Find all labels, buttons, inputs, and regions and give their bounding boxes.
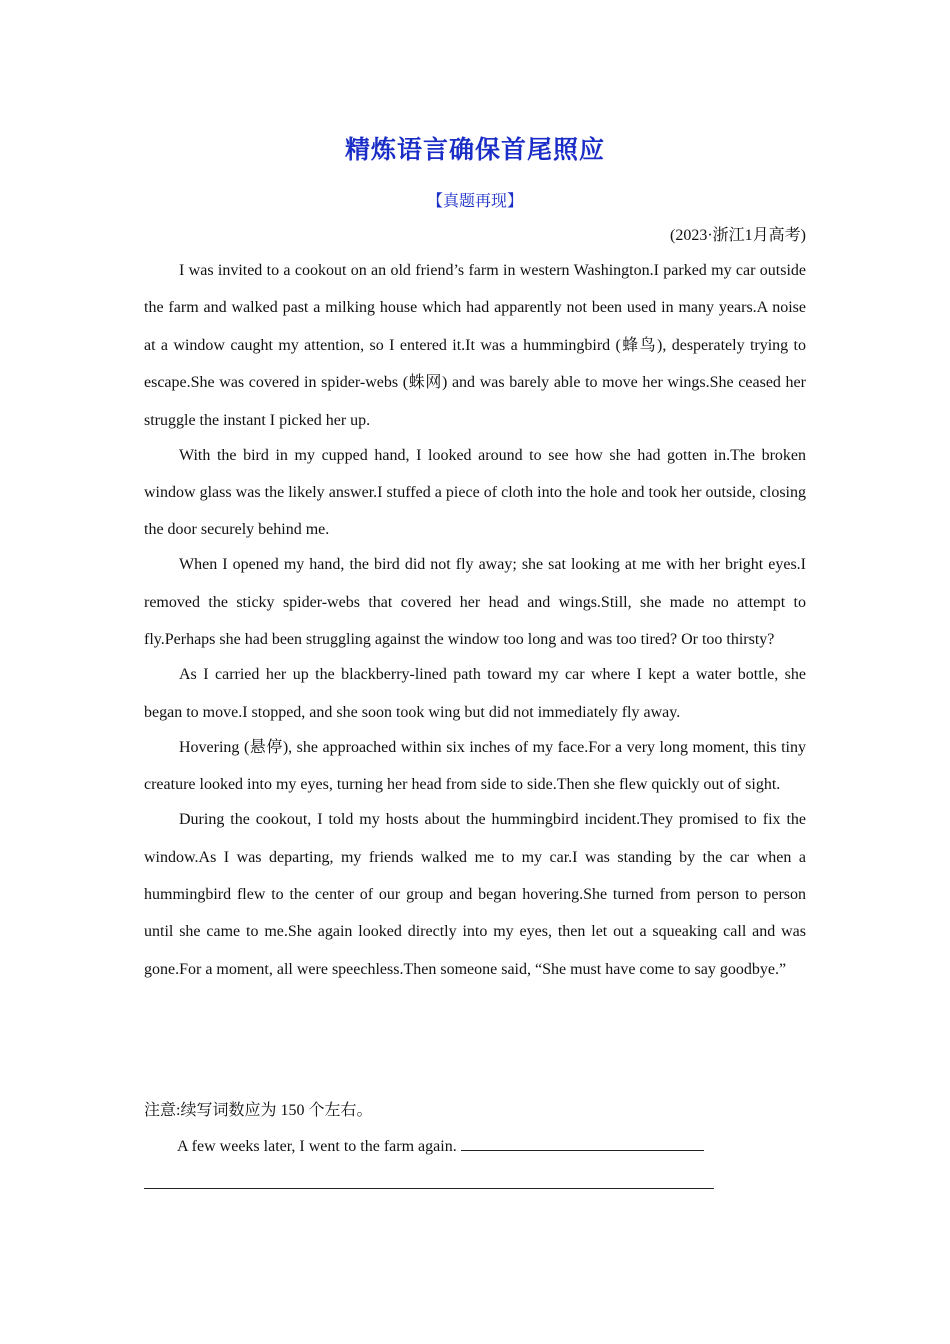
paragraph-4: As I carried her up the blackberry-lined path toward my car where I kept a water bottle, she began to move.I stopped, and she soon took wing but did not immediately fly away. bbox=[144, 666, 806, 721]
passage bbox=[144, 252, 806, 986]
answer-blank-inline[interactable] bbox=[461, 1136, 704, 1151]
page-title: 精炼语言确保首尾照应 bbox=[344, 137, 605, 164]
paragraph-3: When I opened my hand, the bird did not fly away; she sat looking at me with her bright eyes.I removed the sticky spider-webs that covered her head and wings.Still, she made no attempt to fly.Perhaps she had been struggling against the window too long and was too tired? Or too thirsty? bbox=[144, 556, 806, 649]
paragraph-2: With the bird in my cupped hand, I looked around to see how she had gotten in.The broken window glass was the likely answer.I stuffed a piece of cloth into the hole and took her outside, closing the door securely behind me. bbox=[144, 446, 806, 539]
paragraph-6: During the cookout, I told my hosts about the hummingbird incident.They promised to fix the window.As I was departing, my friends walked me to my car.I was standing by the car when a hummingbird flew to the center of our group and began hovering.She turned from person to person until she came to me.She again looked directly into my eyes, then let out a squeaking call and was gone.For a moment, all were speechless.Then someone said, “She must have come to say goodbye.” bbox=[144, 811, 806, 978]
word-count-note: 注意:续写词数应为 150 个左右。 bbox=[144, 1102, 373, 1119]
answer-blank-line[interactable] bbox=[144, 1188, 714, 1189]
continuation-prompt bbox=[177, 1134, 806, 1160]
source-citation: (2023·浙江1月高考) bbox=[670, 227, 806, 244]
prompt-text: A few weeks later, I went to the farm again. bbox=[177, 1138, 457, 1155]
section-label: 【真题再现】 bbox=[426, 193, 523, 210]
paragraph-1: I was invited to a cookout on an old friend’s farm in western Washington.I parked my car outside the farm and walked past a milking house which had apparently not been used in many years.A noise at a window caught my attention, so I entered it.It was a hummingbird (蜂鸟), desperately trying to escape.She was covered in spider-webs (蛛网) and was barely able to move her wings.She ceased her struggle the instant I picked her up. bbox=[144, 262, 806, 429]
paragraph-5: Hovering (悬停), she approached within six inches of my face.For a very long moment, this tiny creature looked into my eyes, turning her head from side to side.Then she flew quickly out of sight. bbox=[144, 738, 806, 794]
